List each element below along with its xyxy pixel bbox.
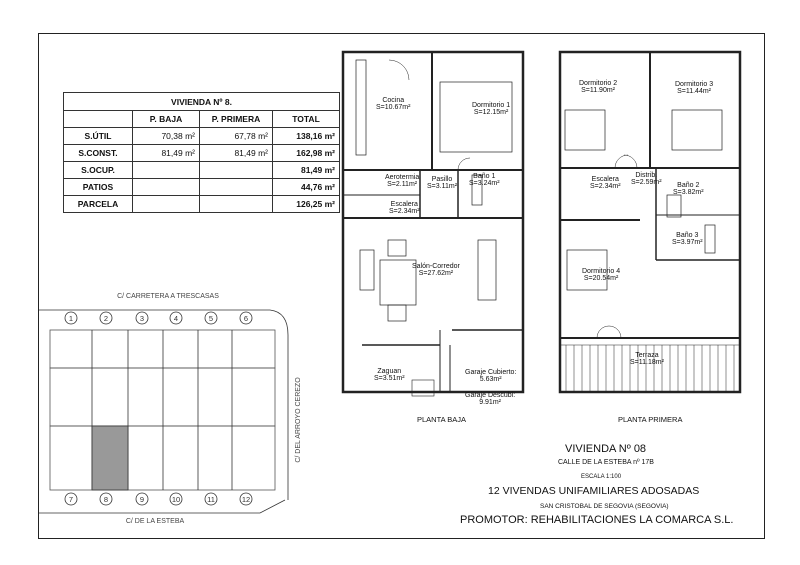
street-bottom-label: C/ DE LA ESTEBA: [125, 518, 185, 525]
svg-text:3: 3: [139, 314, 145, 323]
svg-text:10: 10: [171, 495, 181, 504]
room-salon-corredor: Salón-Corredor S=27.62m²: [412, 263, 460, 277]
title-vivienda: VIVIENDA Nº 08: [565, 443, 647, 455]
room-dormitorio-4: Dormitorio 4 S=20.54m²: [582, 268, 621, 282]
svg-text:4: 4: [173, 314, 179, 323]
svg-text:7: 7: [68, 495, 74, 504]
header-baja: P. BAJA: [133, 111, 200, 128]
room-escalera-primera: Escalera S=2.34m²: [590, 176, 621, 190]
room-pasillo: Pasillo S=3.11m²: [427, 176, 458, 190]
room-escalera-baja: Escalera S=2.34m²: [389, 201, 420, 215]
room-terraza: Terraza S=11.18m²: [630, 352, 664, 366]
table-row: S.CONST. 81,49 m² 81,49 m² 162,98 m²: [64, 145, 340, 162]
table-row: PARCELA 126,25 m²: [64, 196, 340, 213]
svg-text:6: 6: [243, 314, 249, 323]
table-row: S.ÚTIL 70,38 m² 67,78 m² 138,16 m²: [64, 128, 340, 145]
room-zaguan: Zaguan S=3.51m²: [374, 368, 405, 382]
street-top-label: C/ CARRETERA A TRESCASAS: [117, 293, 219, 300]
svg-text:5: 5: [208, 314, 214, 323]
room-dormitorio-3: Dormitorio 3 S=11.44m²: [675, 81, 714, 95]
street-right-label: C/ DEL ARROYO CEREZO: [295, 377, 302, 463]
title-location: SAN CRISTOBAL DE SEGOVIA (SEGOVIA): [540, 503, 669, 510]
table-row: S.OCUP. 81,49 m²: [64, 162, 340, 179]
room-bano-1: Baño 1 S=3.24m²: [469, 173, 500, 187]
room-garaje-cubierto: Garaje Cubierto: 5.63m²: [465, 369, 517, 383]
svg-text:11: 11: [207, 495, 215, 504]
room-dormitorio-1: Dormitorio 1 S=12.15m²: [472, 102, 511, 116]
title-scale: ESCALA 1:100: [581, 474, 622, 480]
label-planta-baja: PLANTA BAJA: [417, 415, 467, 424]
room-cocina: Cocina S=10.67m²: [376, 97, 411, 111]
title-project: 12 VIVENDAS UNIFAMILIARES ADOSADAS: [488, 485, 700, 497]
title-promoter: PROMOTOR: REHABILITACIONES LA COMARCA S.L.: [460, 514, 734, 526]
room-dormitorio-2: Dormitorio 2 S=11.90m²: [579, 80, 618, 94]
room-garaje-descubierto: Garaje Descubi: 9.91m²: [465, 392, 516, 406]
room-aerotermia: Aerotermia S=2.11m²: [385, 174, 420, 188]
header-total: TOTAL: [273, 111, 340, 128]
svg-text:8: 8: [103, 495, 109, 504]
table-title: VIVIENDA Nº 8.: [64, 93, 340, 111]
svg-text:9: 9: [139, 495, 145, 504]
table-row: PATIOS 44,76 m²: [64, 179, 340, 196]
svg-text:12: 12: [241, 495, 251, 504]
svg-text:1: 1: [68, 314, 74, 323]
areas-table: [63, 92, 340, 213]
room-bano-3: Baño 3 S=3.97m²: [672, 232, 703, 246]
title-address: CALLE DE LA ESTEBA nº 17B: [558, 459, 654, 466]
header-primera: P. PRIMERA: [200, 111, 273, 128]
label-planta-primera: PLANTA PRIMERA: [618, 415, 683, 424]
room-distrib: Distrib. S=2.59m²: [631, 172, 662, 186]
svg-text:2: 2: [103, 314, 109, 323]
room-bano-2: Baño 2 S=3.82m²: [673, 182, 704, 196]
